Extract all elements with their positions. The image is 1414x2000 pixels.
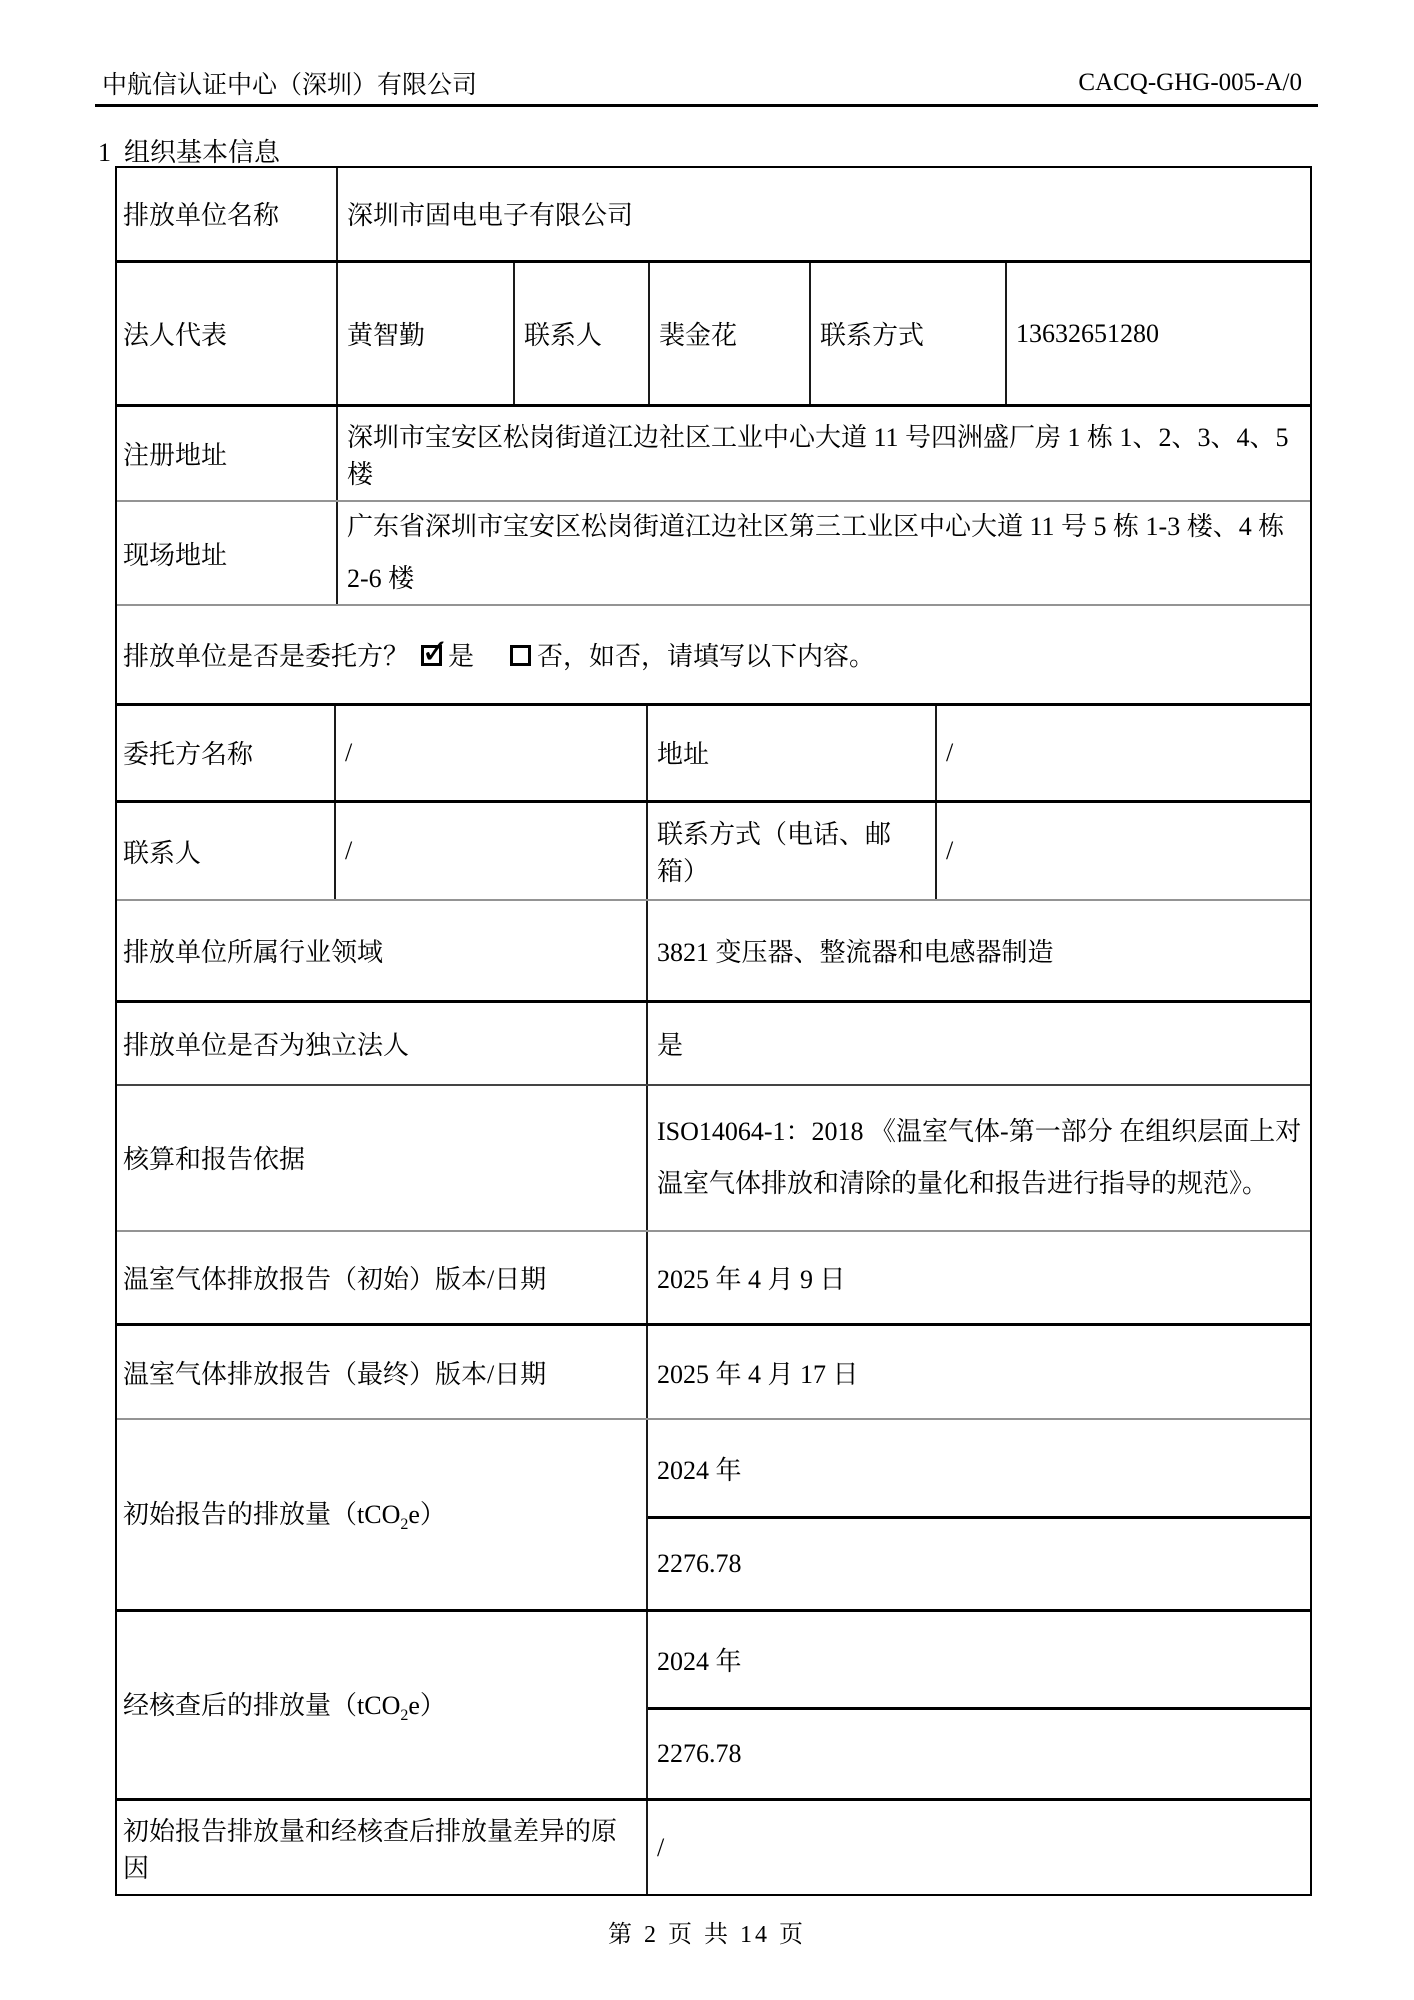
client-address-label: 地址 xyxy=(648,706,937,800)
client-question-text: 排放单位是否是委托方？ xyxy=(123,642,410,672)
client-question-suffix: ，如否，请填写以下内容。 xyxy=(563,642,876,672)
verified-emissions-year: 2024 年 xyxy=(648,1612,1310,1710)
table-row-independent-legal-entity xyxy=(117,1003,1310,1086)
table-row-verified-emissions xyxy=(117,1612,1310,1802)
table-row-client-name xyxy=(117,706,1310,803)
table-row-industry xyxy=(117,901,1310,1003)
page-header xyxy=(102,66,1302,100)
client-contact-label: 联系人 xyxy=(117,803,336,900)
contact-method-value: 13632651280 xyxy=(1016,318,1159,348)
subscript-2: 2 xyxy=(400,1707,409,1725)
difference-reason-value: / xyxy=(657,1832,665,1862)
table-row-initial-report-date xyxy=(117,1232,1310,1327)
registered-address-value: 深圳市宝安区松岗街道江边社区工业中心大道 11 号四洲盛厂房 1 栋 1、2、3、4、5 楼 xyxy=(347,422,1289,489)
industry-label: 排放单位所属行业领域 xyxy=(117,901,648,1000)
initial-emissions-year: 2024 年 xyxy=(648,1420,1310,1519)
basis-value: ISO14064-1：2018 《温室气体-第一部分 在组织层面上对温室气体排放和清除的量化和报告进行指导的规范》。 xyxy=(657,1116,1302,1198)
unit-name-label: 排放单位名称 xyxy=(117,168,338,260)
legal-rep-value: 黄智勤 xyxy=(338,263,515,405)
client-contact-method-value: / xyxy=(946,836,954,866)
table-row-difference-reason xyxy=(117,1801,1310,1894)
table-row-legal-rep xyxy=(117,263,1310,408)
header-rule xyxy=(95,104,1318,107)
initial-report-value: 2025 年 4 月 9 日 xyxy=(657,1265,846,1294)
initial-emissions-amount: 2276.78 xyxy=(657,1549,742,1579)
header-company: 中航信认证中心（深圳）有限公司 xyxy=(102,72,478,99)
org-info-table xyxy=(115,166,1312,1896)
table-row-client-question xyxy=(117,606,1310,706)
independent-value: 是 xyxy=(657,1031,684,1061)
site-address-value: 广东省深圳市宝安区松岗街道江边社区第三工业区中心大道 11 号 5 栋 1-3 楼、4 栋 2-6 楼 xyxy=(347,512,1285,594)
client-address-value: / xyxy=(946,737,954,767)
verified-emissions-label: 经核查后的排放量（tCO$_2$e） xyxy=(117,1612,648,1799)
client-question-cell xyxy=(117,606,1310,703)
yes-label: 是 xyxy=(448,642,475,672)
table-row-reporting-basis xyxy=(117,1086,1310,1232)
subscript-2: 2 xyxy=(400,1516,409,1534)
header-doc-code: CACQ-GHG-005-A/0 xyxy=(1078,69,1302,96)
contact-label: 联系人 xyxy=(515,263,650,405)
table-row-final-report-date xyxy=(117,1326,1310,1420)
table-row-registered-address xyxy=(117,407,1310,502)
contact-method-label: 联系方式 xyxy=(811,263,1007,405)
initial-emissions-label: 初始报告的排放量（tCO$_2$e） xyxy=(117,1420,648,1609)
initial-report-label: 温室气体排放报告（初始）版本/日期 xyxy=(117,1232,648,1324)
table-row-client-contact xyxy=(117,803,1310,902)
industry-value: 3821 变压器、整流器和电感器制造 xyxy=(657,938,1054,968)
verified-emissions-amount: 2276.78 xyxy=(657,1739,742,1769)
client-contact-value: / xyxy=(336,803,648,900)
table-row-unit-name xyxy=(117,168,1310,263)
unit-name-value: 深圳市固电电子有限公司 xyxy=(347,201,634,231)
page-footer: 第 2 页 共 14 页 xyxy=(608,1922,806,1948)
independent-label: 排放单位是否为独立法人 xyxy=(117,1003,648,1084)
client-contact-method-label: 联系方式（电话、邮箱） xyxy=(648,803,937,900)
client-name-value: / xyxy=(336,706,648,800)
contact-value: 裴金花 xyxy=(650,263,811,405)
site-address-label: 现场地址 xyxy=(117,502,338,604)
table-row-initial-emissions xyxy=(117,1420,1310,1612)
basis-label: 核算和报告依据 xyxy=(117,1086,648,1230)
table-row-site-address xyxy=(117,502,1310,606)
legal-rep-label: 法人代表 xyxy=(117,263,338,405)
verified-emissions-values xyxy=(648,1612,1310,1799)
registered-address-label: 注册地址 xyxy=(117,407,338,500)
no-label: 否 xyxy=(537,642,564,672)
yes-checkbox-checked-icon xyxy=(421,645,442,666)
section-title: 1 组织基本信息 xyxy=(98,138,281,167)
final-report-value: 2025 年 4 月 17 日 xyxy=(657,1359,859,1389)
final-report-label: 温室气体排放报告（最终）版本/日期 xyxy=(117,1326,648,1418)
initial-emissions-values xyxy=(648,1420,1310,1609)
no-checkbox-unchecked-icon xyxy=(510,645,531,666)
difference-reason-label: 初始报告排放量和经核查后排放量差异的原因 xyxy=(117,1801,648,1894)
client-name-label: 委托方名称 xyxy=(117,706,336,800)
